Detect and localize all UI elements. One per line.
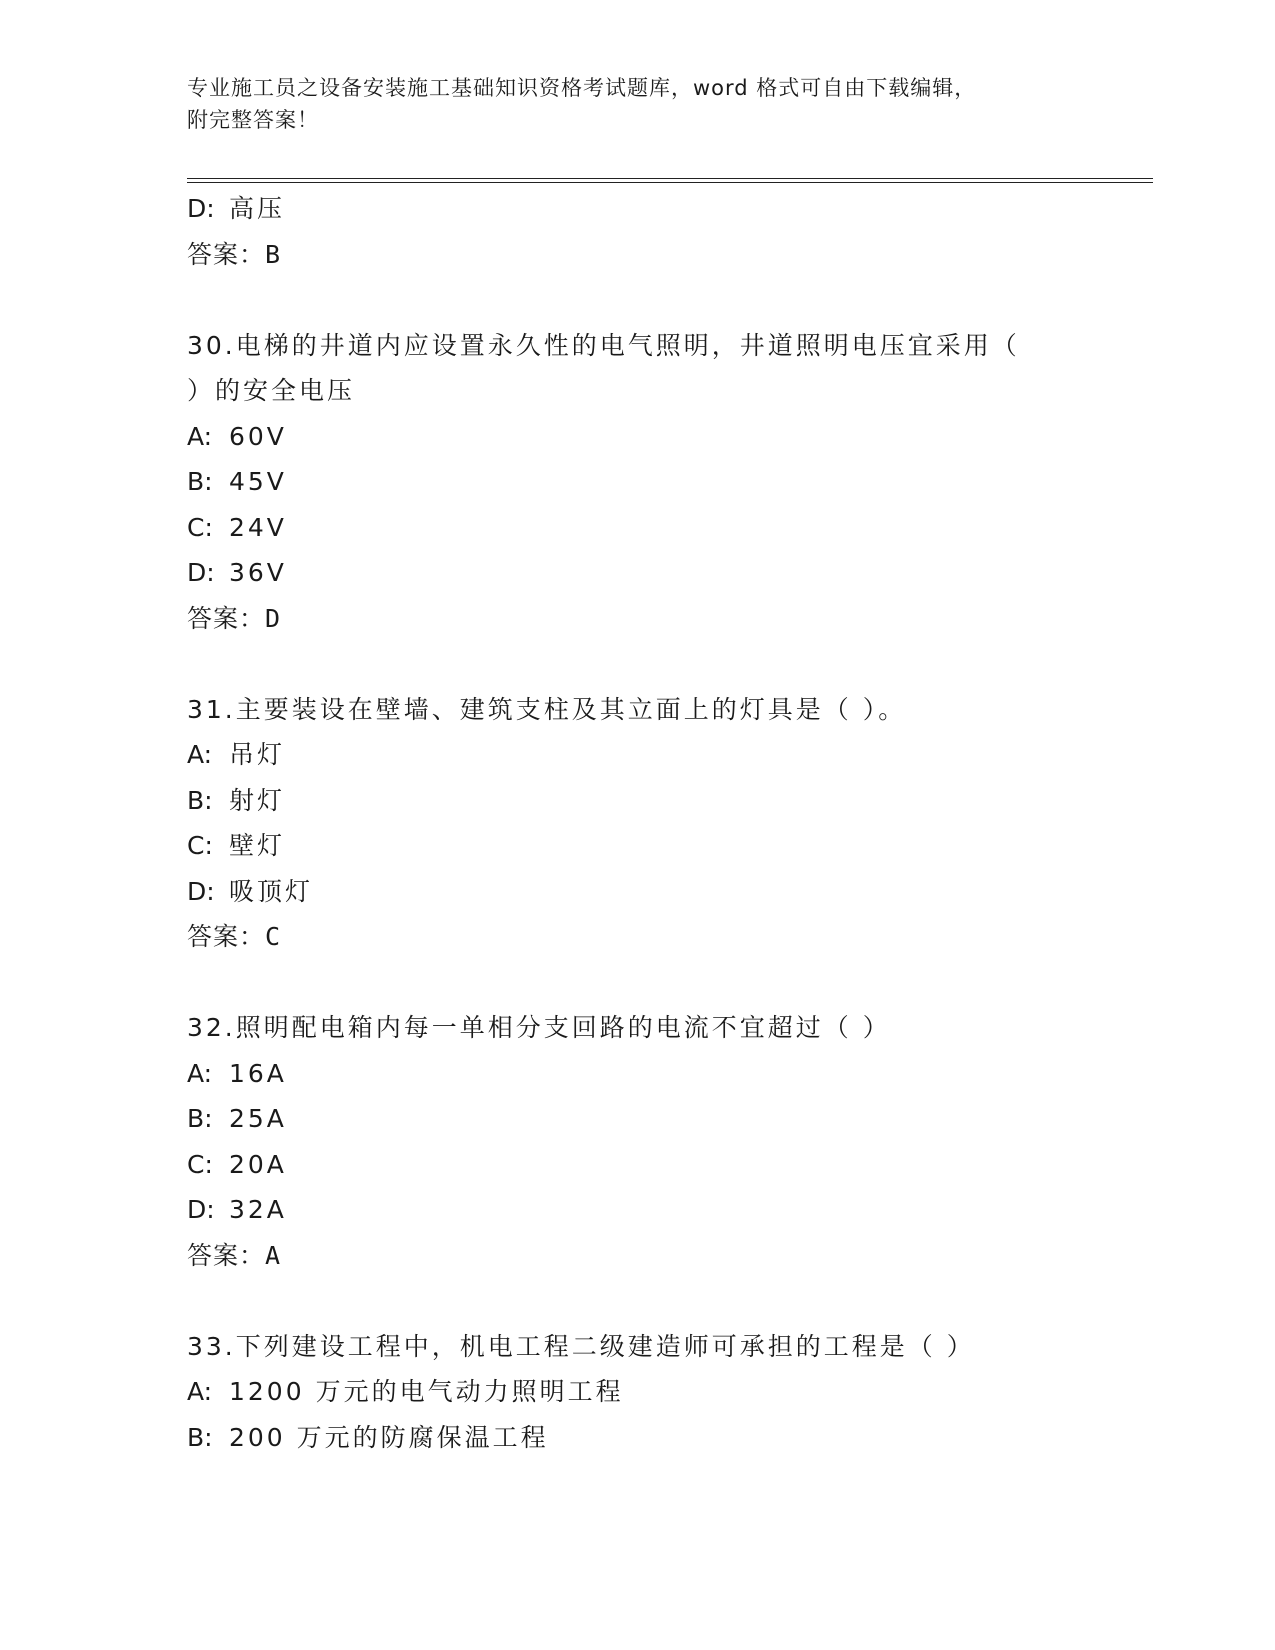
option-letter: D: <box>187 194 215 223</box>
answer-value: A <box>265 1240 281 1270</box>
question-gap <box>187 641 1087 687</box>
option-text: 45V <box>229 467 287 496</box>
option-text: 吸顶灯 <box>229 876 314 906</box>
question-gap <box>187 1278 1087 1324</box>
option-text: 吊灯 <box>229 740 286 769</box>
answer-value: D <box>265 603 281 633</box>
option-letter: B: <box>187 785 213 815</box>
option-letter: A: <box>187 421 213 451</box>
option-a <box>187 414 1087 460</box>
option-letter: B: <box>187 1422 213 1452</box>
option-b <box>187 778 1087 824</box>
question-gap <box>187 277 1087 323</box>
answer-label: 答案： <box>187 922 266 951</box>
answer-line <box>187 1233 1087 1279</box>
option-letter: D: <box>187 1195 215 1224</box>
option-text: 16A <box>229 1058 287 1088</box>
option-text: 1200 万元的电气动力照明工程 <box>229 1377 624 1406</box>
question-32 <box>187 1005 1087 1278</box>
answer-line <box>187 596 1087 642</box>
option-text: 60V <box>229 421 287 451</box>
option-text: 200 万元的防腐保温工程 <box>229 1422 549 1452</box>
option-text: 25A <box>229 1104 287 1133</box>
option-letter: D: <box>187 558 215 587</box>
answer-label: 答案： <box>187 603 266 633</box>
page-header <box>187 72 1087 136</box>
header-line-2: 附完整答案！ <box>187 108 319 132</box>
answer-line <box>187 232 1087 278</box>
option-letter: A: <box>187 740 213 769</box>
option-letter: C: <box>187 831 213 860</box>
option-letter: A: <box>187 1377 213 1406</box>
option-text: 20A <box>229 1149 287 1179</box>
question-stem-continued: ）的安全电压 <box>187 376 356 405</box>
option-letter: B: <box>187 467 213 496</box>
question-31 <box>187 687 1087 960</box>
option-d <box>187 1187 1087 1233</box>
option-d <box>187 186 1087 232</box>
answer-value: B <box>265 239 281 269</box>
question-stem: 32.照明配电箱内每一单相分支回路的电流不宜超过（ ） <box>187 1013 891 1042</box>
option-text: 24V <box>229 512 287 542</box>
answer-label: 答案： <box>187 1240 266 1270</box>
option-a <box>187 1369 1087 1415</box>
option-text: 壁灯 <box>229 831 286 860</box>
header-line-1: 专业施工员之设备安装施工基础知识资格考试题库，word 格式可自由下载编辑， <box>187 76 977 100</box>
header-double-rule <box>187 178 1153 183</box>
option-c <box>187 505 1087 551</box>
question-gap <box>187 960 1087 1006</box>
option-text: 36V <box>229 558 287 587</box>
question-list <box>187 186 1087 1460</box>
option-a <box>187 1051 1087 1097</box>
option-letter: C: <box>187 1149 213 1179</box>
option-letter: D: <box>187 876 215 906</box>
option-text: 射灯 <box>229 785 286 815</box>
answer-value: C <box>265 922 281 951</box>
option-b <box>187 1096 1087 1142</box>
option-letter: B: <box>187 1104 213 1133</box>
option-letter: C: <box>187 512 213 542</box>
question-30 <box>187 323 1087 642</box>
answer-label: 答案： <box>187 239 266 269</box>
option-text: 32A <box>229 1195 287 1224</box>
option-letter: A: <box>187 1058 213 1088</box>
option-c <box>187 823 1087 869</box>
option-d <box>187 550 1087 596</box>
option-d <box>187 869 1087 915</box>
option-b <box>187 1415 1087 1461</box>
option-c <box>187 1142 1087 1188</box>
question-stem: 30.电梯的井道内应设置永久性的电气照明，井道照明电压宜采用（ <box>187 330 1020 360</box>
question-stem: 33.下列建设工程中，机电工程二级建造师可承担的工程是（ ） <box>187 1331 975 1361</box>
option-a <box>187 732 1087 778</box>
option-text: 高压 <box>229 194 286 223</box>
option-b <box>187 459 1087 505</box>
question-stem: 31.主要装设在壁墙、建筑支柱及其立面上的灯具是（ ）。 <box>187 694 907 724</box>
partial-question <box>187 186 1087 277</box>
question-33 <box>187 1324 1087 1461</box>
answer-line <box>187 914 1087 960</box>
